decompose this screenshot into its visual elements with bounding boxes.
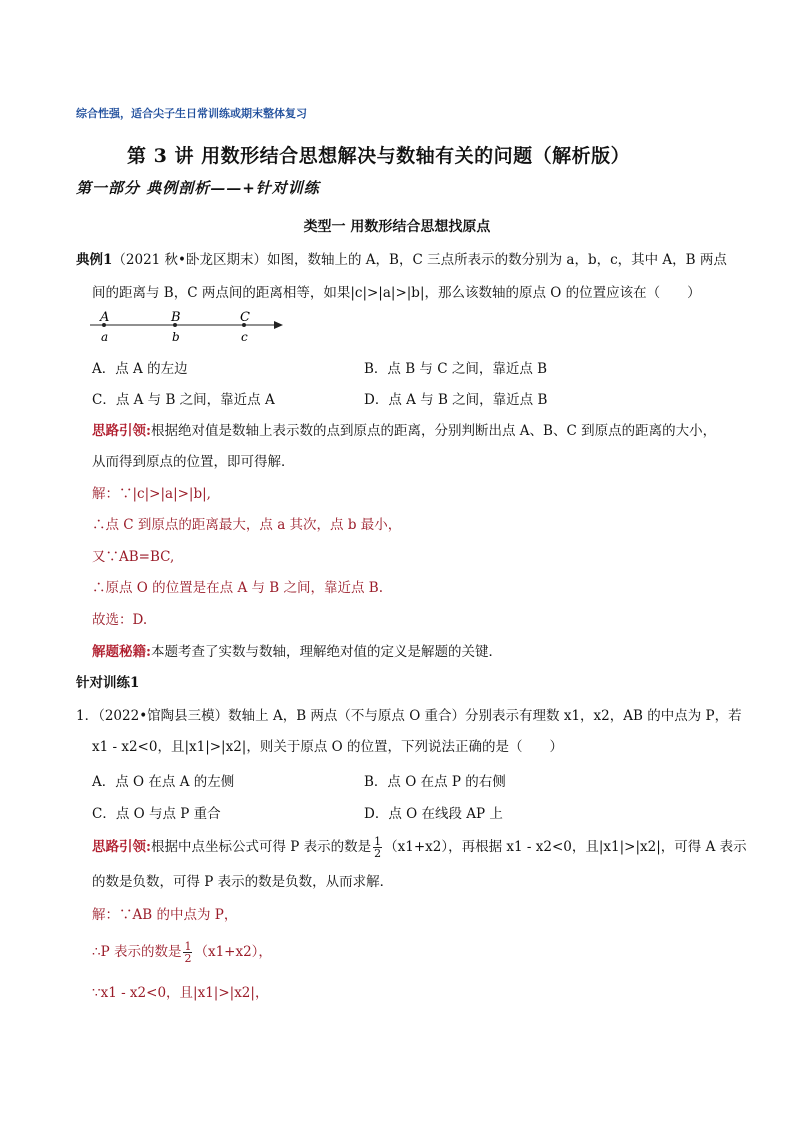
example1-hint-text1: 根据绝对值是数轴上表示数的点到原点的距离，分别判断出点 A、B、C 到原点的距离的大小， (150, 423, 717, 439)
example1-solution-line3: 又∵AB=BC, (92, 549, 175, 565)
example1-stem-line1 (76, 250, 727, 270)
practice1-stem-line1: 1．（2022•馆陶县三模）数轴上 A，B 两点（不与原点 O 重合）分别表示有理数 x1，x2，AB 的中点为 P，若 (76, 708, 742, 724)
example1-hint-line1 (92, 421, 716, 441)
example1-option-b: B．点 B 与 C 之间，靠近点 B (364, 361, 548, 377)
fraction-denominator-2: 2 (184, 952, 192, 965)
practice1-heading: 针对训练1 (76, 675, 140, 691)
page-title: 第 3 讲 用数形结合思想解决与数轴有关的问题（解析版） (127, 145, 631, 167)
type-title: 类型一 用数形结合思想找原点 (303, 219, 491, 235)
example1-summary-text: 本题考查了实数与数轴，理解绝对值的定义是解题的关键． (150, 644, 502, 660)
point-a-value: a (101, 330, 109, 344)
example1-hint-line2: 从而得到原点的位置，即可得解． (92, 454, 295, 470)
example1-solution-line4: ∴原点 O 的位置是在点 A 与 B 之间，靠近点 B. (92, 580, 383, 596)
practice1-hint-text1b: （x1+x2），再根据 x1 - x2<0，且|x1|>|x2|，可得 A 表示 (384, 839, 747, 855)
example1-stem-text1: （2021 秋•卧龙区期末）如图，数轴上的 A，B，C 三点所表示的数分别为 a，b，c，其中 A，B 两点 (112, 252, 727, 268)
practice1-option-a: A．点 O 在点 A 的左侧 (92, 774, 235, 790)
practice1-option-d: D．点 O 在线段 AP 上 (364, 806, 503, 822)
example1-solution-line2: ∴点 C 到原点的距离最大，点 a 其次，点 b 最小， (92, 517, 402, 533)
practice1-solution-text2a: ∴P 表示的数是 (92, 944, 182, 960)
point-c-value: c (241, 330, 248, 344)
practice1-option-c: C．点 O 与点 P 重合 (92, 806, 221, 822)
example1-solution-line5: 故选：D. (92, 612, 148, 628)
fraction-denominator: 2 (374, 847, 382, 860)
point-c-label: C (240, 310, 250, 325)
number-line-arrow (274, 321, 283, 329)
fraction-numerator: 1 (374, 835, 382, 848)
practice1-option-b: B．点 O 在点 P 的右侧 (364, 774, 506, 790)
fraction-numerator-2: 1 (184, 940, 192, 953)
practice1-solution-line3: ∵x1 - x2<0，且|x1|>|x2|， (92, 985, 269, 1001)
practice1-solution-text2b: （x1+x2）， (194, 944, 272, 960)
practice1-solution-line1: 解：∵AB 的中点为 P， (92, 907, 238, 923)
half-fraction (373, 836, 382, 859)
example1-hint-label: 思路引领: (92, 423, 151, 439)
practice1-hint-line1 (92, 836, 747, 859)
practice1-stem-line2: x1 - x2<0，且|x1|>|x2|，则关于原点 O 的位置，下列说法正确的是（ ） (92, 739, 564, 755)
practice1-solution-line2 (92, 941, 272, 964)
example1-stem-line2: 间的距离与 B，C 两点间的距离相等，如果|c|>|a|>|b|，那么该数轴的原点 O 的位置应该在（ ） (92, 285, 701, 301)
practice1-hint-label: 思路引领: (92, 839, 151, 855)
example1-summary-label: 解题秘籍: (92, 644, 151, 660)
header-tag: 综合性强，适合尖子生日常训练或期末整体复习 (76, 107, 307, 120)
number-line-figure (88, 310, 288, 346)
part-title: 第一部分 典例剖析——+针对训练 (76, 179, 320, 197)
example1-option-a: A．点 A 的左边 (92, 361, 188, 377)
example1-summary (92, 642, 502, 662)
practice1-hint-line2: 的数是负数，可得 P 表示的数是负数，从而求解． (92, 874, 394, 890)
example1-label: 典例1 (76, 252, 113, 268)
example1-option-c: C．点 A 与 B 之间，靠近点 A (92, 392, 275, 408)
example1-solution-line1: 解：∵|c|>|a|>|b|, (92, 486, 211, 502)
example1-option-d: D．点 A 与 B 之间，靠近点 B (364, 392, 548, 408)
practice1-hint-text1a: 根据中点坐标公式可得 P 表示的数是 (150, 839, 372, 855)
point-a-label: A (100, 310, 110, 325)
half-fraction-2 (183, 941, 192, 964)
point-b-value: b (172, 330, 180, 344)
point-b-label: B (171, 310, 181, 325)
